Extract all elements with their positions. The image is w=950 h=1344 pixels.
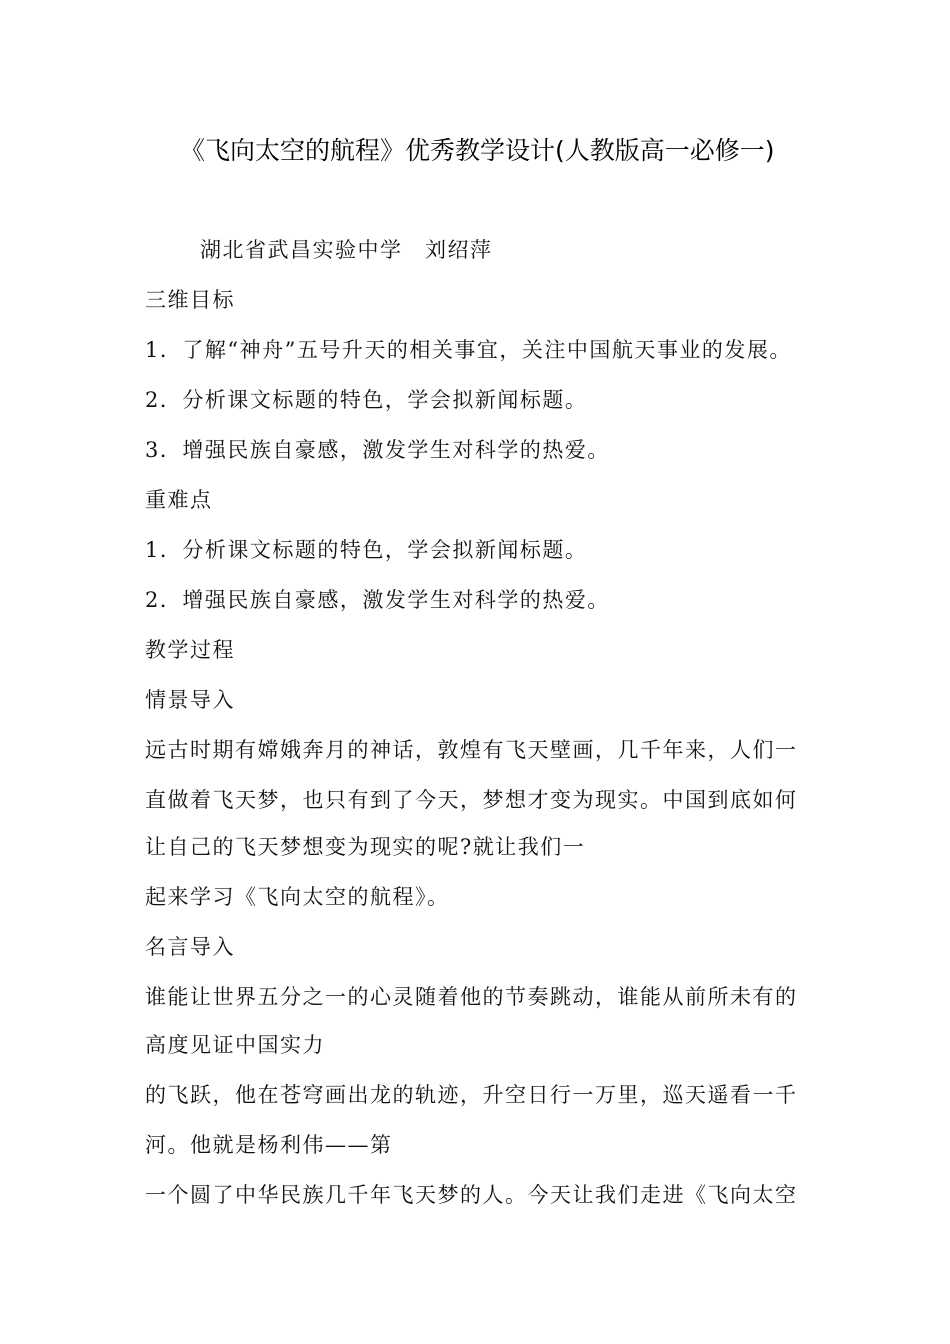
goal-item-1: 1．了解“神舟”五号升天的相关事宜，关注中国航天事业的发展。 xyxy=(145,338,792,362)
paragraph-line: 高度见证中国实力 xyxy=(145,1033,325,1057)
subheading-quote-intro: 名言导入 xyxy=(145,935,235,959)
paragraph-line: 直做着飞天梦，也只有到了今天，梦想才变为现实。中国到底如何 xyxy=(145,788,798,812)
section-heading-goals: 三维目标 xyxy=(145,288,235,312)
paragraph-line: 的飞跃，他在苍穹画出龙的轨迹，升空日行一万里，巡天遥看一千 xyxy=(145,1083,798,1107)
paragraph-line: 起来学习《飞向太空的航程》。 xyxy=(145,885,450,909)
paragraph-line: 远古时期有嫦娥奔月的神话，敦煌有飞天壁画，几千年来，人们一 xyxy=(145,738,798,762)
key-point-item-2: 2．增强民族自豪感，激发学生对科学的热爱。 xyxy=(145,588,610,612)
section-heading-process: 教学过程 xyxy=(145,638,235,662)
document-title: 《飞向太空的航程》优秀教学设计(人教版高一必修一) xyxy=(180,136,775,165)
paragraph-line: 一个圆了中华民族几千年飞天梦的人。今天让我们走进《飞向太空 xyxy=(145,1183,798,1207)
goal-item-2: 2．分析课文标题的特色，学会拟新闻标题。 xyxy=(145,388,588,412)
subheading-scene-intro: 情景导入 xyxy=(145,688,235,712)
paragraph-line: 河。他就是杨利伟——第 xyxy=(145,1133,393,1157)
paragraph-line: 谁能让世界五分之一的心灵随着他的节奏跳动，谁能从前所未有的 xyxy=(145,985,798,1009)
section-heading-key-points: 重难点 xyxy=(145,488,213,512)
key-point-item-1: 1．分析课文标题的特色，学会拟新闻标题。 xyxy=(145,538,588,562)
paragraph-line: 让自己的飞天梦想变为现实的呢?就让我们一 xyxy=(145,835,586,859)
author-line: 湖北省武昌实验中学 刘绍萍 xyxy=(200,238,493,262)
goal-item-3: 3．增强民族自豪感，激发学生对科学的热爱。 xyxy=(145,438,610,462)
